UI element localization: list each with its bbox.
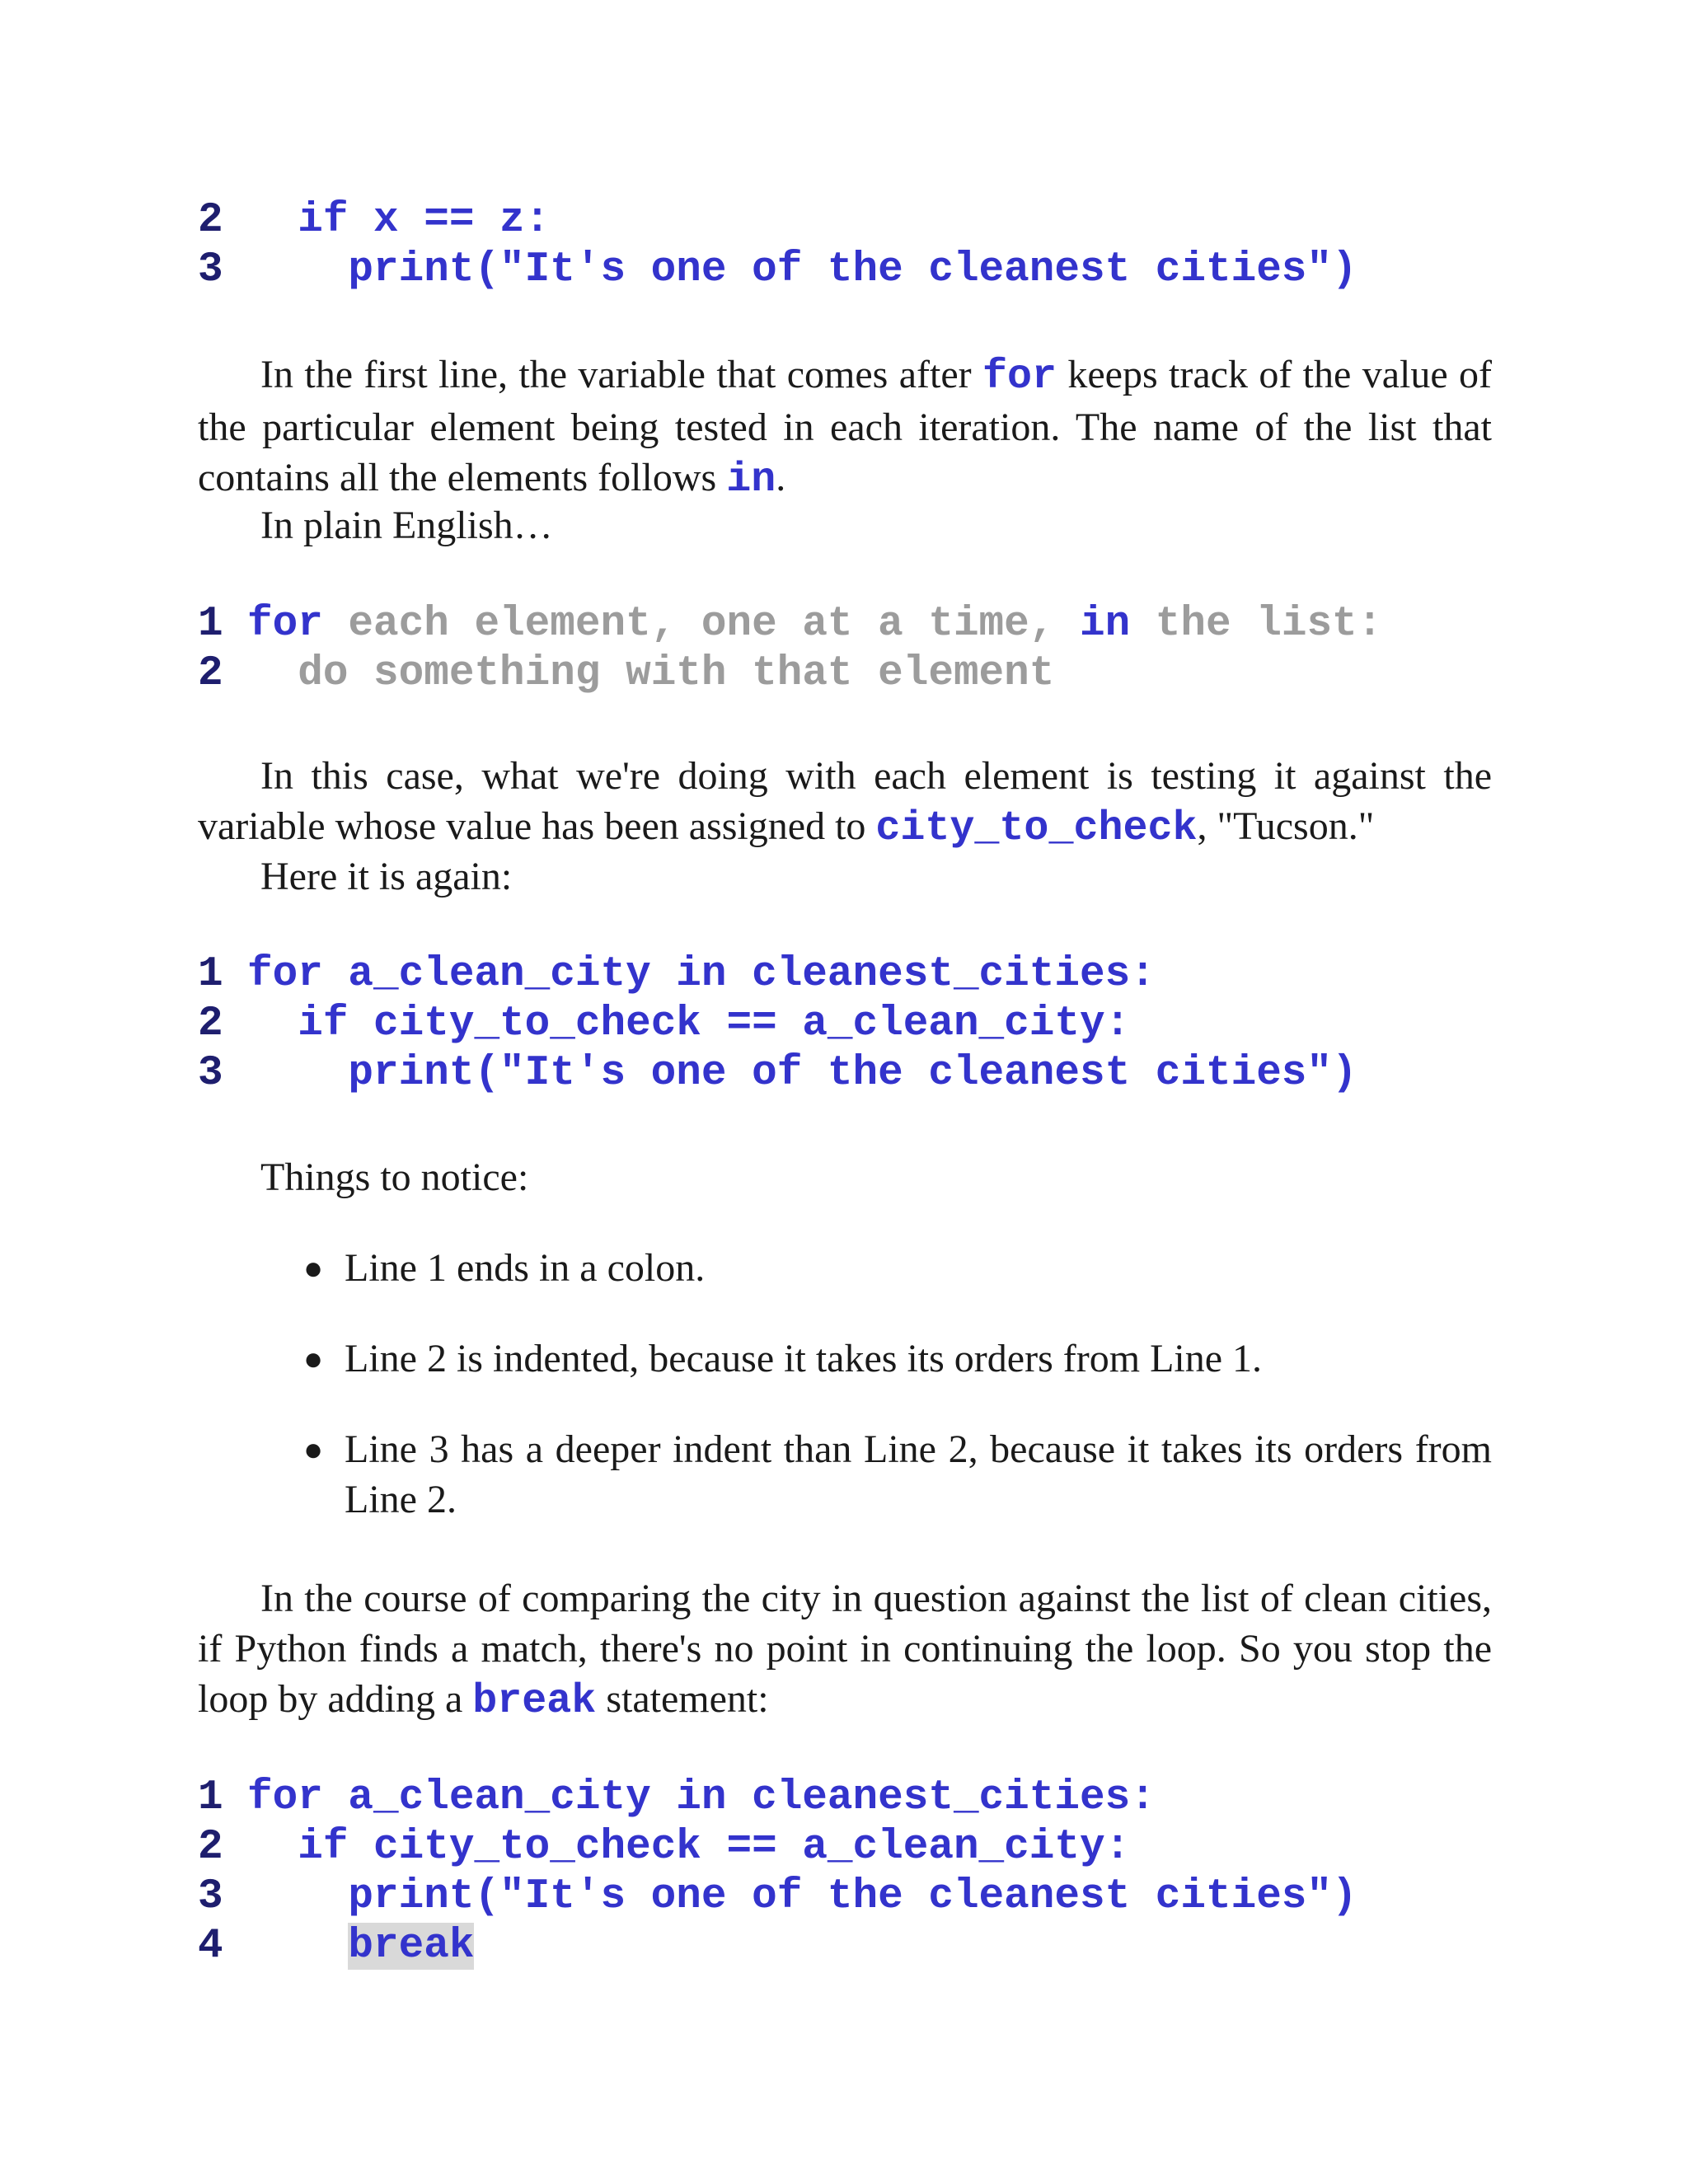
line-number: 4 [198,1923,223,1970]
paragraph-break-explanation: In the course of comparing the city in question against the list of clean cities, if Python finds a match, there's no point in continuing the loop. So you stop the loop by adding a break statement: [198,1577,1492,1725]
code-block-3 [198,950,1357,1099]
line-number: 2 [198,197,223,244]
bullet-icon: ● [303,1340,324,1377]
code-line [198,1774,1357,1823]
bullet-icon: ● [303,1249,324,1286]
paragraph-here-again: Here it is again: [260,855,513,898]
code-text: if city_to_check == a_clean_city: [298,1824,1131,1871]
keyword-for: for [247,601,323,648]
bullet-icon: ● [303,1431,324,1468]
code-line: 2 do something with that element [198,650,1055,697]
code-block-4 [198,1774,1357,1971]
code-line [198,1049,1357,1099]
code-text: for a_clean_city in cleanest_cities: [247,1774,1156,1821]
keyword-in: in [1079,601,1131,648]
inline-code-for: for [982,354,1057,401]
code-line [198,950,1357,1000]
paragraph-things-to-notice: Things to notice: [260,1155,529,1199]
code-line [198,1872,1357,1922]
code-line: 1 for each element, one at a time, in the list: [198,601,1383,648]
line-number: 3 [198,1873,223,1920]
line-number: 1 [198,951,223,998]
list-item: ● Line 3 has a deeper indent than Line 2, because it takes its orders from Line 2. [198,1424,1492,1525]
line-number: 1 [198,1774,223,1821]
line-number: 1 [198,601,223,648]
code-block-pseudocode [198,600,1382,699]
code-line [198,1823,1357,1872]
code-block-1 [198,196,1357,295]
line-number: 2 [198,1824,223,1871]
line-number: 3 [198,1050,223,1097]
line-number: 2 [198,1001,223,1047]
list-item: ● Line 2 is indented, because it takes its orders from Line 1. [198,1333,1492,1384]
code-text: print("It's one of the cleanest cities") [348,1050,1357,1097]
paragraph-testing-element: In this case, what we're doing with each element is testing it against the variable whose value has been assigned to city_to_check, "Tucson." [198,754,1492,852]
list-item: ● Line 1 ends in a colon. [198,1243,1492,1293]
highlighted-break: break [348,1923,475,1970]
code-text: if x == z: [298,197,551,244]
line-number: 3 [198,246,223,293]
code-line [198,1922,1357,1971]
bullet-list [198,1243,1492,1525]
paragraph-plain-english: In plain English… [260,504,553,547]
paragraph-for-explanation: In the first line, the variable that comes after for keeps track of the value of the particular element being tested in each iteration. The name of the list that contains all the elements follows in. [198,353,1492,504]
line-number: 2 [198,650,223,697]
code-line [198,246,1357,295]
code-line [198,196,1357,246]
code-text: if city_to_check == a_clean_city: [298,1001,1131,1047]
inline-code-in: in [726,457,776,504]
inline-code-city-to-check: city_to_check [875,805,1198,852]
code-text: print("It's one of the cleanest cities") [348,1873,1357,1920]
code-text: for a_clean_city in cleanest_cities: [247,951,1156,998]
code-text: print("It's one of the cleanest cities") [348,246,1357,293]
inline-code-break: break [472,1678,597,1725]
code-line [198,1000,1357,1049]
